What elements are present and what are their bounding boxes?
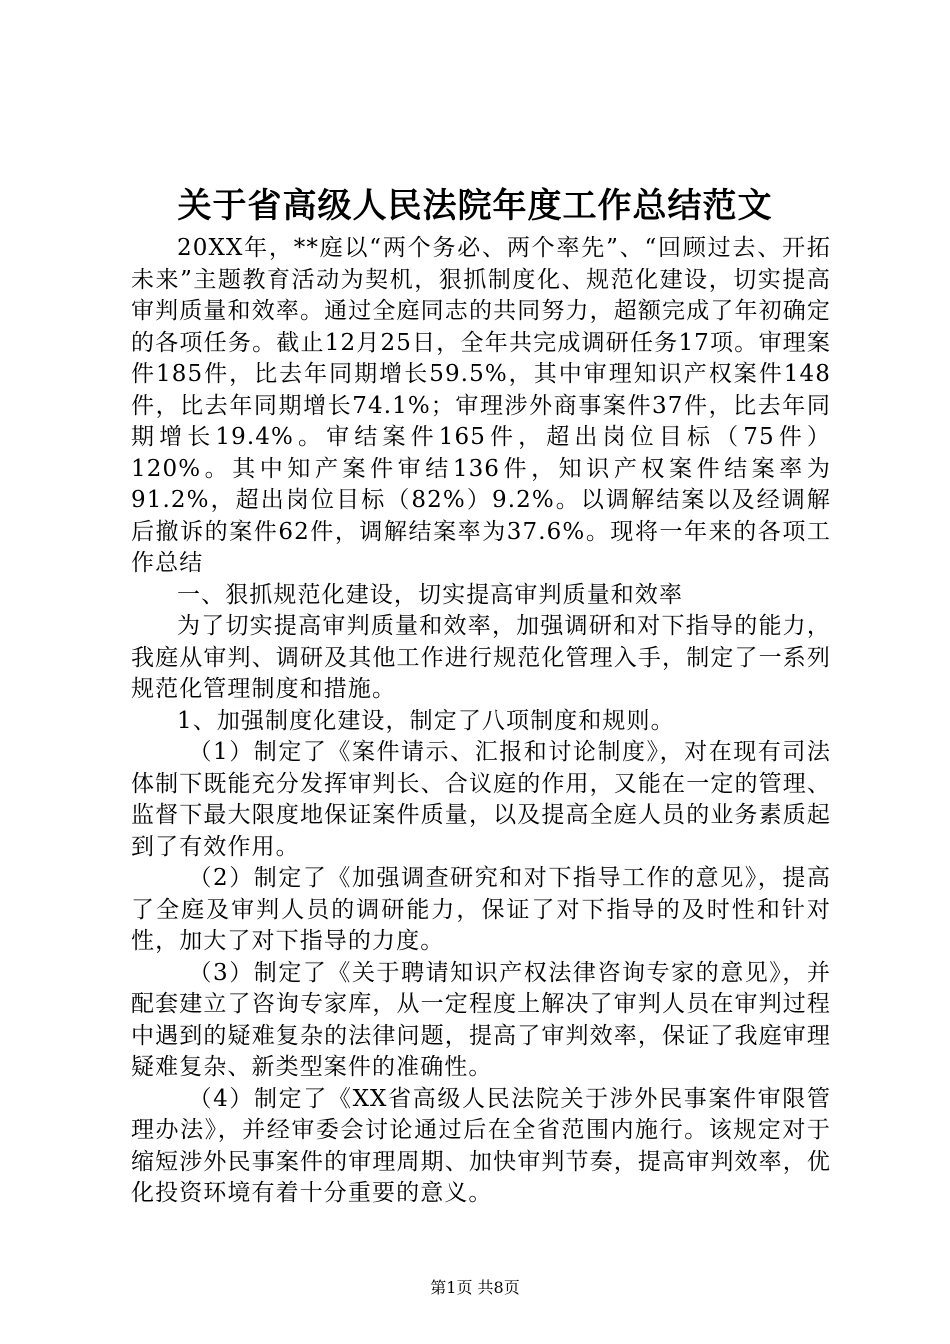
subsection-heading: 1、加强制度化建设，制定了八项制度和规则。 bbox=[177, 707, 675, 734]
intro-paragraph: 20XX年，**庭以“两个务必、两个率先”、“回顾过去、开拓未来”主题教育活动为契机，狠抓制度化、规范化建设，切实提高审判质量和效率。通过全庭同志的共同努力，超额完成了年初确定的各项任务。截止12月25日，全年共完成调研任务17项。审理案件185件，比去年同期增长59.5%，其中审理知识产权案件148件，比去年同期增长74.1%；审理涉外商事案件37件，比去年同期增长19.4%。审结案件165件，超出岗位目标（75件）120%。其中知产案件审结136件，知识产权案件结案率为91.2%，超出岗位目标（82%）9.2%。以调解结案以及经调解后撤诉的案件62件，调解结案率为37.6%。现将一年来的各项工作总结 bbox=[131, 235, 831, 576]
section-heading: 一、狠抓规范化建设，切实提高审判质量和效率 bbox=[177, 581, 684, 608]
body-paragraph: 为了切实提高审判质量和效率，加强调研和对下指导的能力，我庭从审判、调研及其他工作进行规范化管理入手，制定了一系列规范化管理制度和措施。 bbox=[131, 613, 831, 702]
list-item: （4）制定了《XX省高级人民法院关于涉外民事案件审限管理办法》，并经审委会讨论通过后在全省范围内施行。该规定对于缩短涉外民事案件的审理周期、加快审判节奏，提高审判效率，优化投资环境有着十分重要的意义。 bbox=[131, 1085, 831, 1206]
list-item: （3）制定了《关于聘请知识产权法律咨询专家的意见》，并配套建立了咨询专家库，从一定程度上解决了审判人员在审判过程中遇到的疑难复杂的法律问题，提高了审判效率，保证了我庭审理疑难复杂、新类型案件的准确性。 bbox=[131, 959, 831, 1080]
document-title: 关于省高级人民法院年度工作总结范文 bbox=[177, 186, 773, 226]
list-item: （1）制定了《案件请示、汇报和讨论制度》，对在现有司法体制下既能充分发挥审判长、合议庭的作用，又能在一定的管理、监督下最大限度地保证案件质量，以及提高全庭人员的业务素质起到了有效作用。 bbox=[131, 739, 831, 860]
list-item: （2）制定了《加强调查研究和对下指导工作的意见》，提高了全庭及审判人员的调研能力，保证了对下指导的及时性和针对性，加大了对下指导的力度。 bbox=[131, 865, 831, 954]
document-body bbox=[131, 233, 831, 1210]
page-number: 第1页 共8页 bbox=[430, 1278, 520, 1297]
